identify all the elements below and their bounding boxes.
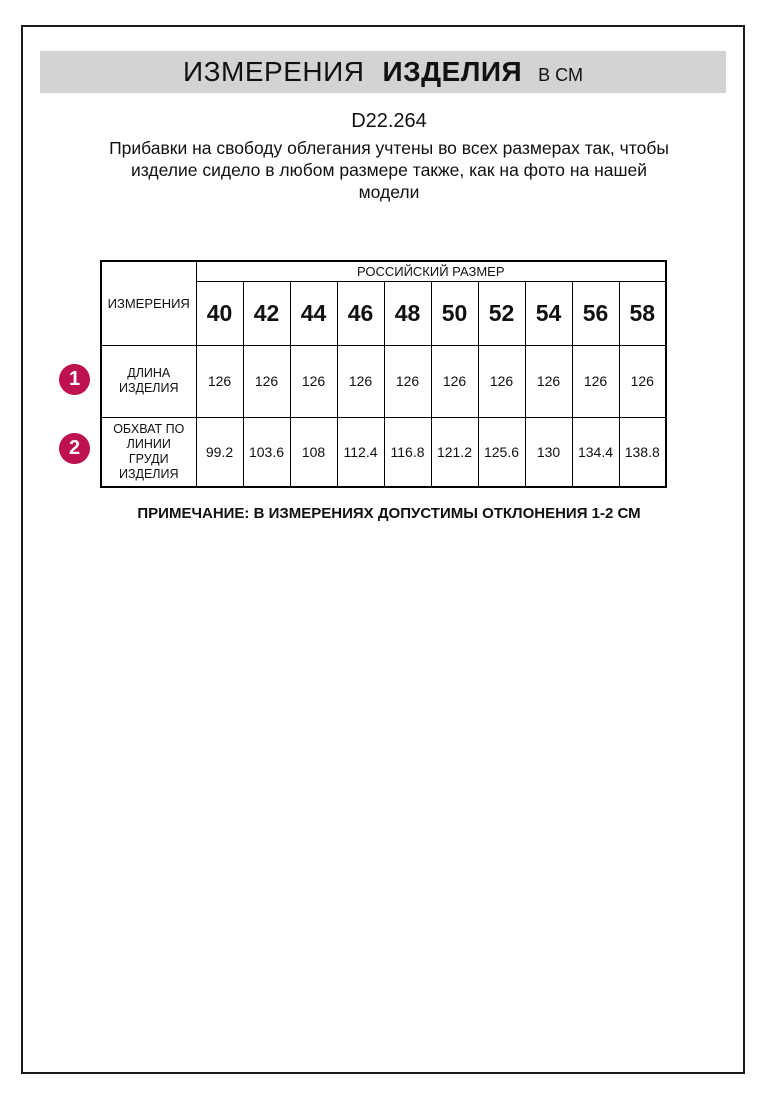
length-value-cell: 126 [337,345,384,417]
chest-value-cell: 108 [290,417,337,487]
chest-value-cell: 134.4 [572,417,619,487]
size-header-cell: 58 [619,281,666,345]
page-title-product: ИЗДЕЛИЯ [382,56,523,87]
size-header-cell: 50 [431,281,478,345]
table-row-length [101,345,666,417]
chest-value-cell: 116.8 [384,417,431,487]
size-header-cell: 52 [478,281,525,345]
chest-value-cell: 138.8 [619,417,666,487]
length-value-cell: 126 [196,345,243,417]
page-title-measurements: ИЗМЕРЕНИЯ [183,56,365,87]
chest-value-cell: 121.2 [431,417,478,487]
length-value-cell: 126 [525,345,572,417]
fit-description-line: Прибавки на свободу облегания учтены во всех размерах так, чтобы [109,138,669,158]
chest-value-cell: 99.2 [196,417,243,487]
russian-size-header-cell: РОССИЙСКИЙ РАЗМЕР [196,261,666,281]
chest-value-cell: 125.6 [478,417,525,487]
tolerance-note: ПРИМЕЧАНИЕ: В ИЗМЕРЕНИЯХ ДОПУСТИМЫ ОТКЛОНЕНИЯ 1-2 СМ [137,505,641,522]
size-header-cell: 40 [196,281,243,345]
chest-value-cell: 112.4 [337,417,384,487]
size-header-cell: 56 [572,281,619,345]
size-table [100,260,667,488]
product-code: D22.264 [351,110,427,132]
size-header-cell: 46 [337,281,384,345]
header-bar [40,51,726,93]
size-header-cell: 42 [243,281,290,345]
length-value-cell: 126 [478,345,525,417]
length-value-cell: 126 [243,345,290,417]
row-marker-1-badge: 1 [59,364,90,395]
row-label-length: ДЛИНА ИЗДЕЛИЯ [101,345,196,417]
length-value-cell: 126 [619,345,666,417]
table-row-chest [101,417,666,487]
row-marker-2-badge: 2 [59,433,90,464]
size-header-cell: 44 [290,281,337,345]
size-table-container [100,260,667,488]
row-label-chest: ОБХВАТ ПО ЛИНИИ ГРУДИ ИЗДЕЛИЯ [101,417,196,487]
measurements-header-cell: ИЗМЕРЕНИЯ [101,261,196,345]
page-title-unit: В СМ [538,64,583,85]
size-header-cell: 48 [384,281,431,345]
fit-description [0,137,778,203]
fit-description-line: изделие сидело в любом размере также, как на фото на нашей [130,160,648,180]
length-value-cell: 126 [384,345,431,417]
fit-description-line: модели [358,182,420,202]
length-value-cell: 126 [572,345,619,417]
chest-value-cell: 103.6 [243,417,290,487]
chest-value-cell: 130 [525,417,572,487]
size-header-cell: 54 [525,281,572,345]
length-value-cell: 126 [290,345,337,417]
length-value-cell: 126 [431,345,478,417]
table-row-size-group [101,261,666,281]
